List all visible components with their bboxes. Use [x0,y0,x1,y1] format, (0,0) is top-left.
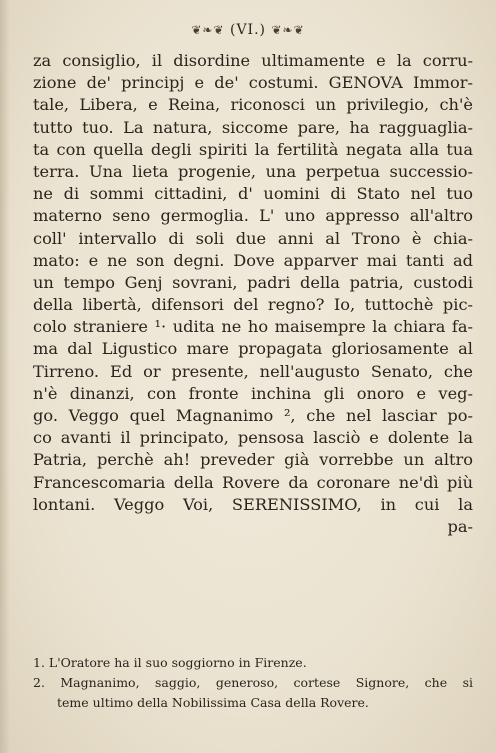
catchword: pa- [447,516,473,536]
footnotes [33,653,473,713]
text-line: ta con quella degli spiriti la fertilità negata alla tua [33,139,473,159]
text-line: go. Veggo quel Magnanimo ², che nel lasciar po- [33,406,473,425]
text-line: ne di sommi cittadini, d' uomini di Stato nel tuo [33,184,473,204]
text-line: terra. Una lieta progenie, una perpetua successio- [33,161,473,181]
text-line: n'è dinanzi, con fronte inchina gli onoro e veg- [33,383,473,403]
text-line: zione de' principj e de' costumi. GENOVA Immor- [33,73,473,93]
text-line: mato: e ne son degni. Dove apparver mai tanti ad [33,250,473,270]
text-line: ma dal Ligustico mare propagata gloriosamente al [33,339,473,359]
page-gutter-shadow [0,0,10,753]
text-line: tutto tuo. La natura, siccome pare, ha ragguaglia- [33,117,473,137]
text-line: Patria, perchè ah! preveder già vorrebbe un altro [33,450,473,470]
footnote-2: 2. Magnanimo, saggio, generoso, cortese Signore, che si [33,675,473,690]
ornament-left-icon: ❦❧❦ [191,23,225,37]
footnote-2-continuation: teme ultimo della Nobilissima Casa della Rovere. [57,695,369,710]
text-line: Tirreno. Ed or presente, nell'augusto Senato, che [33,361,473,381]
page-number: (VI.) [229,22,266,38]
footnote-1: 1. L'Oratore ha il suo soggiorno in Firenze. [33,655,307,670]
text-line: co avanti il principato, pensosa lasciò e dolente la [33,428,473,448]
text-line: lontani. Veggo Voi, SERENISSIMO, in cui la [33,494,473,514]
text-line: materno seno germoglia. L' uno appresso all'altro [33,206,473,226]
text-line: della libertà, difensori del regno? Io, tuttochè pic- [33,295,473,315]
text-line: coll' intervallo di soli due anni al Trono è chia- [33,228,473,248]
text-line: tale, Libera, e Reina, riconosci un privilegio, ch'è [33,95,473,115]
text-line: colo straniere ¹· udita ne ho maisempre la chiara fa- [33,317,473,337]
body-text [33,50,473,538]
text-line: un tempo Genj sovrani, padri della patria, custodi [33,272,473,292]
page-header [0,22,496,38]
ornament-right-icon: ❦❧❦ [271,23,305,37]
text-line: Francescomaria della Rovere da coronare ne'dì più [33,472,473,492]
text-line: za consiglio, il disordine ultimamente e la corru- [33,51,473,70]
